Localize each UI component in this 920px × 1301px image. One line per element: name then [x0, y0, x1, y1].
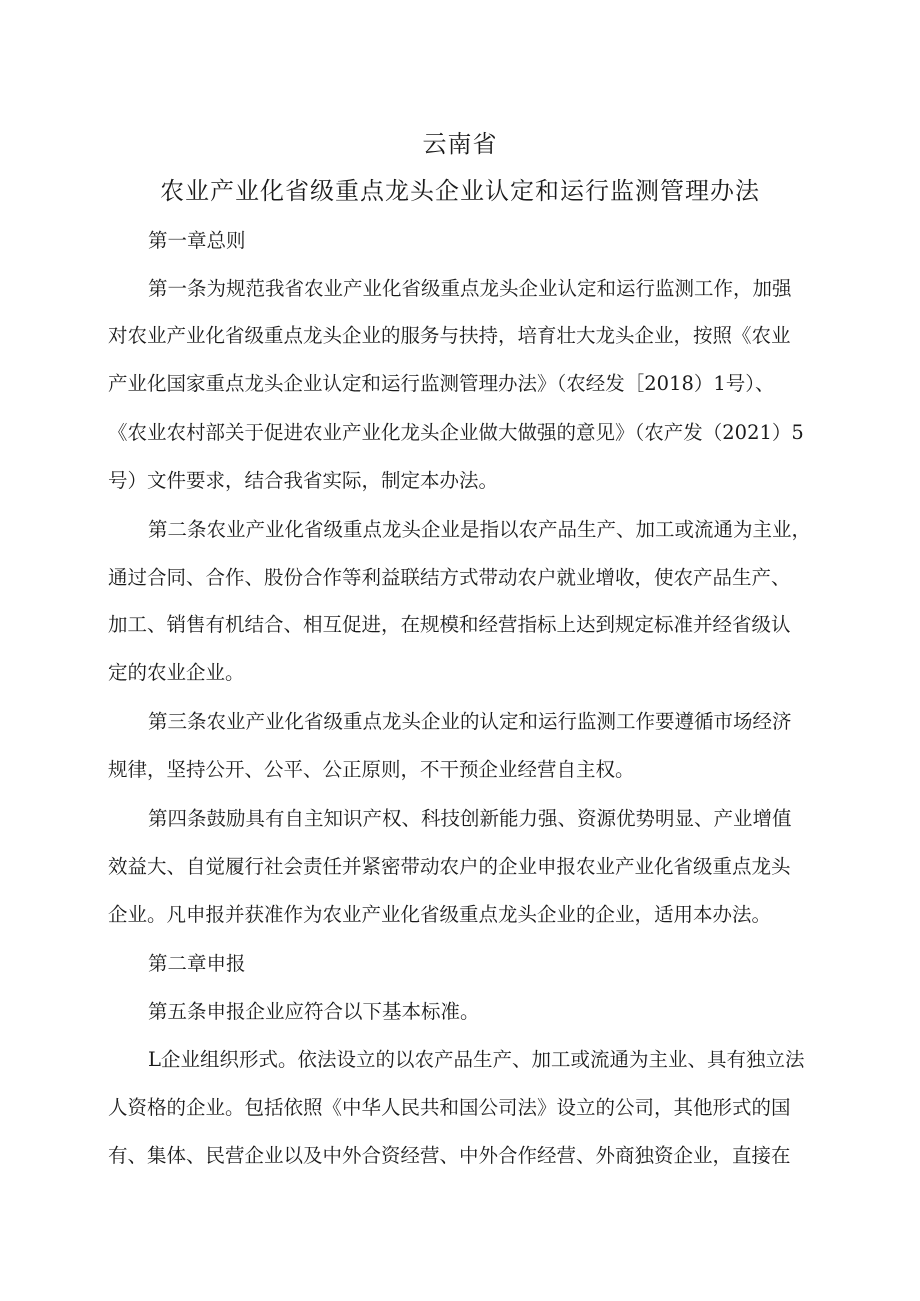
text-line: 第三条农业产业化省级重点龙头企业的认定和运行监测工作要遵循市场经济	[148, 710, 792, 733]
text-line: 加工、销售有机结合、相互促进，在规模和经营指标上达到规定标准并经省级认	[108, 613, 791, 636]
text-line: 第四条鼓励具有自主知识产权、科技创新能力强、资源优势明显、产业增值	[148, 807, 792, 830]
text-line: 人资格的企业。包括依照《中华人民共和国公司法》设立的公司，其他形式的国	[108, 1096, 791, 1119]
text-line: 定的农业企业。	[108, 661, 245, 684]
text-line: 产业化国家重点龙头企业认定和运行监测管理办法》（农经发［2018）1号）、	[108, 372, 775, 395]
text-line: 企业。凡申报并获准作为农业产业化省级重点龙头企业的企业，适用本办法。	[108, 903, 772, 926]
chapter-heading: 第一章总则	[148, 229, 246, 252]
text-line: 对农业产业化省级重点龙头企业的服务与扶持，培育壮大龙头企业，按照《农业	[108, 324, 791, 347]
document-title: 农业产业化省级重点龙头企业认定和运行监测管理办法	[160, 177, 760, 205]
document-title-province: 云南省	[422, 130, 498, 158]
text-line: L企业组织形式。依法设立的以农产品生产、加工或流通为主业、具有独立法	[148, 1048, 805, 1071]
text-line: 通过合同、合作、股份合作等利益联结方式带动农户就业增收，使农产品生产、	[108, 566, 791, 589]
text-line: 第五条申报企业应符合以下基本标准。	[148, 1000, 480, 1023]
text-line: 效益大、自觉履行社会责任并紧密带动农户的企业申报农业产业化省级重点龙头	[108, 855, 791, 878]
text-line: 第一条为规范我省农业产业化省级重点龙头企业认定和运行监测工作，加强	[148, 277, 792, 300]
text-line: 《农业农村部关于促进农业产业化龙头企业做大做强的意见》（农产发（2021）5	[108, 421, 804, 444]
chapter-heading: 第二章申报	[148, 952, 246, 975]
text-line: 有、集体、民营企业以及中外合资经营、中外合作经营、外商独资企业，直接在	[108, 1144, 791, 1167]
text-line: 号）文件要求，结合我省实际，制定本办法。	[108, 469, 499, 492]
text-line: 第二条农业产业化省级重点龙头企业是指以农产品生产、加工或流通为主业，	[148, 518, 812, 541]
text-line: 规律，坚持公开、公平、公正原则，不干预企业经营自主权。	[108, 758, 635, 781]
